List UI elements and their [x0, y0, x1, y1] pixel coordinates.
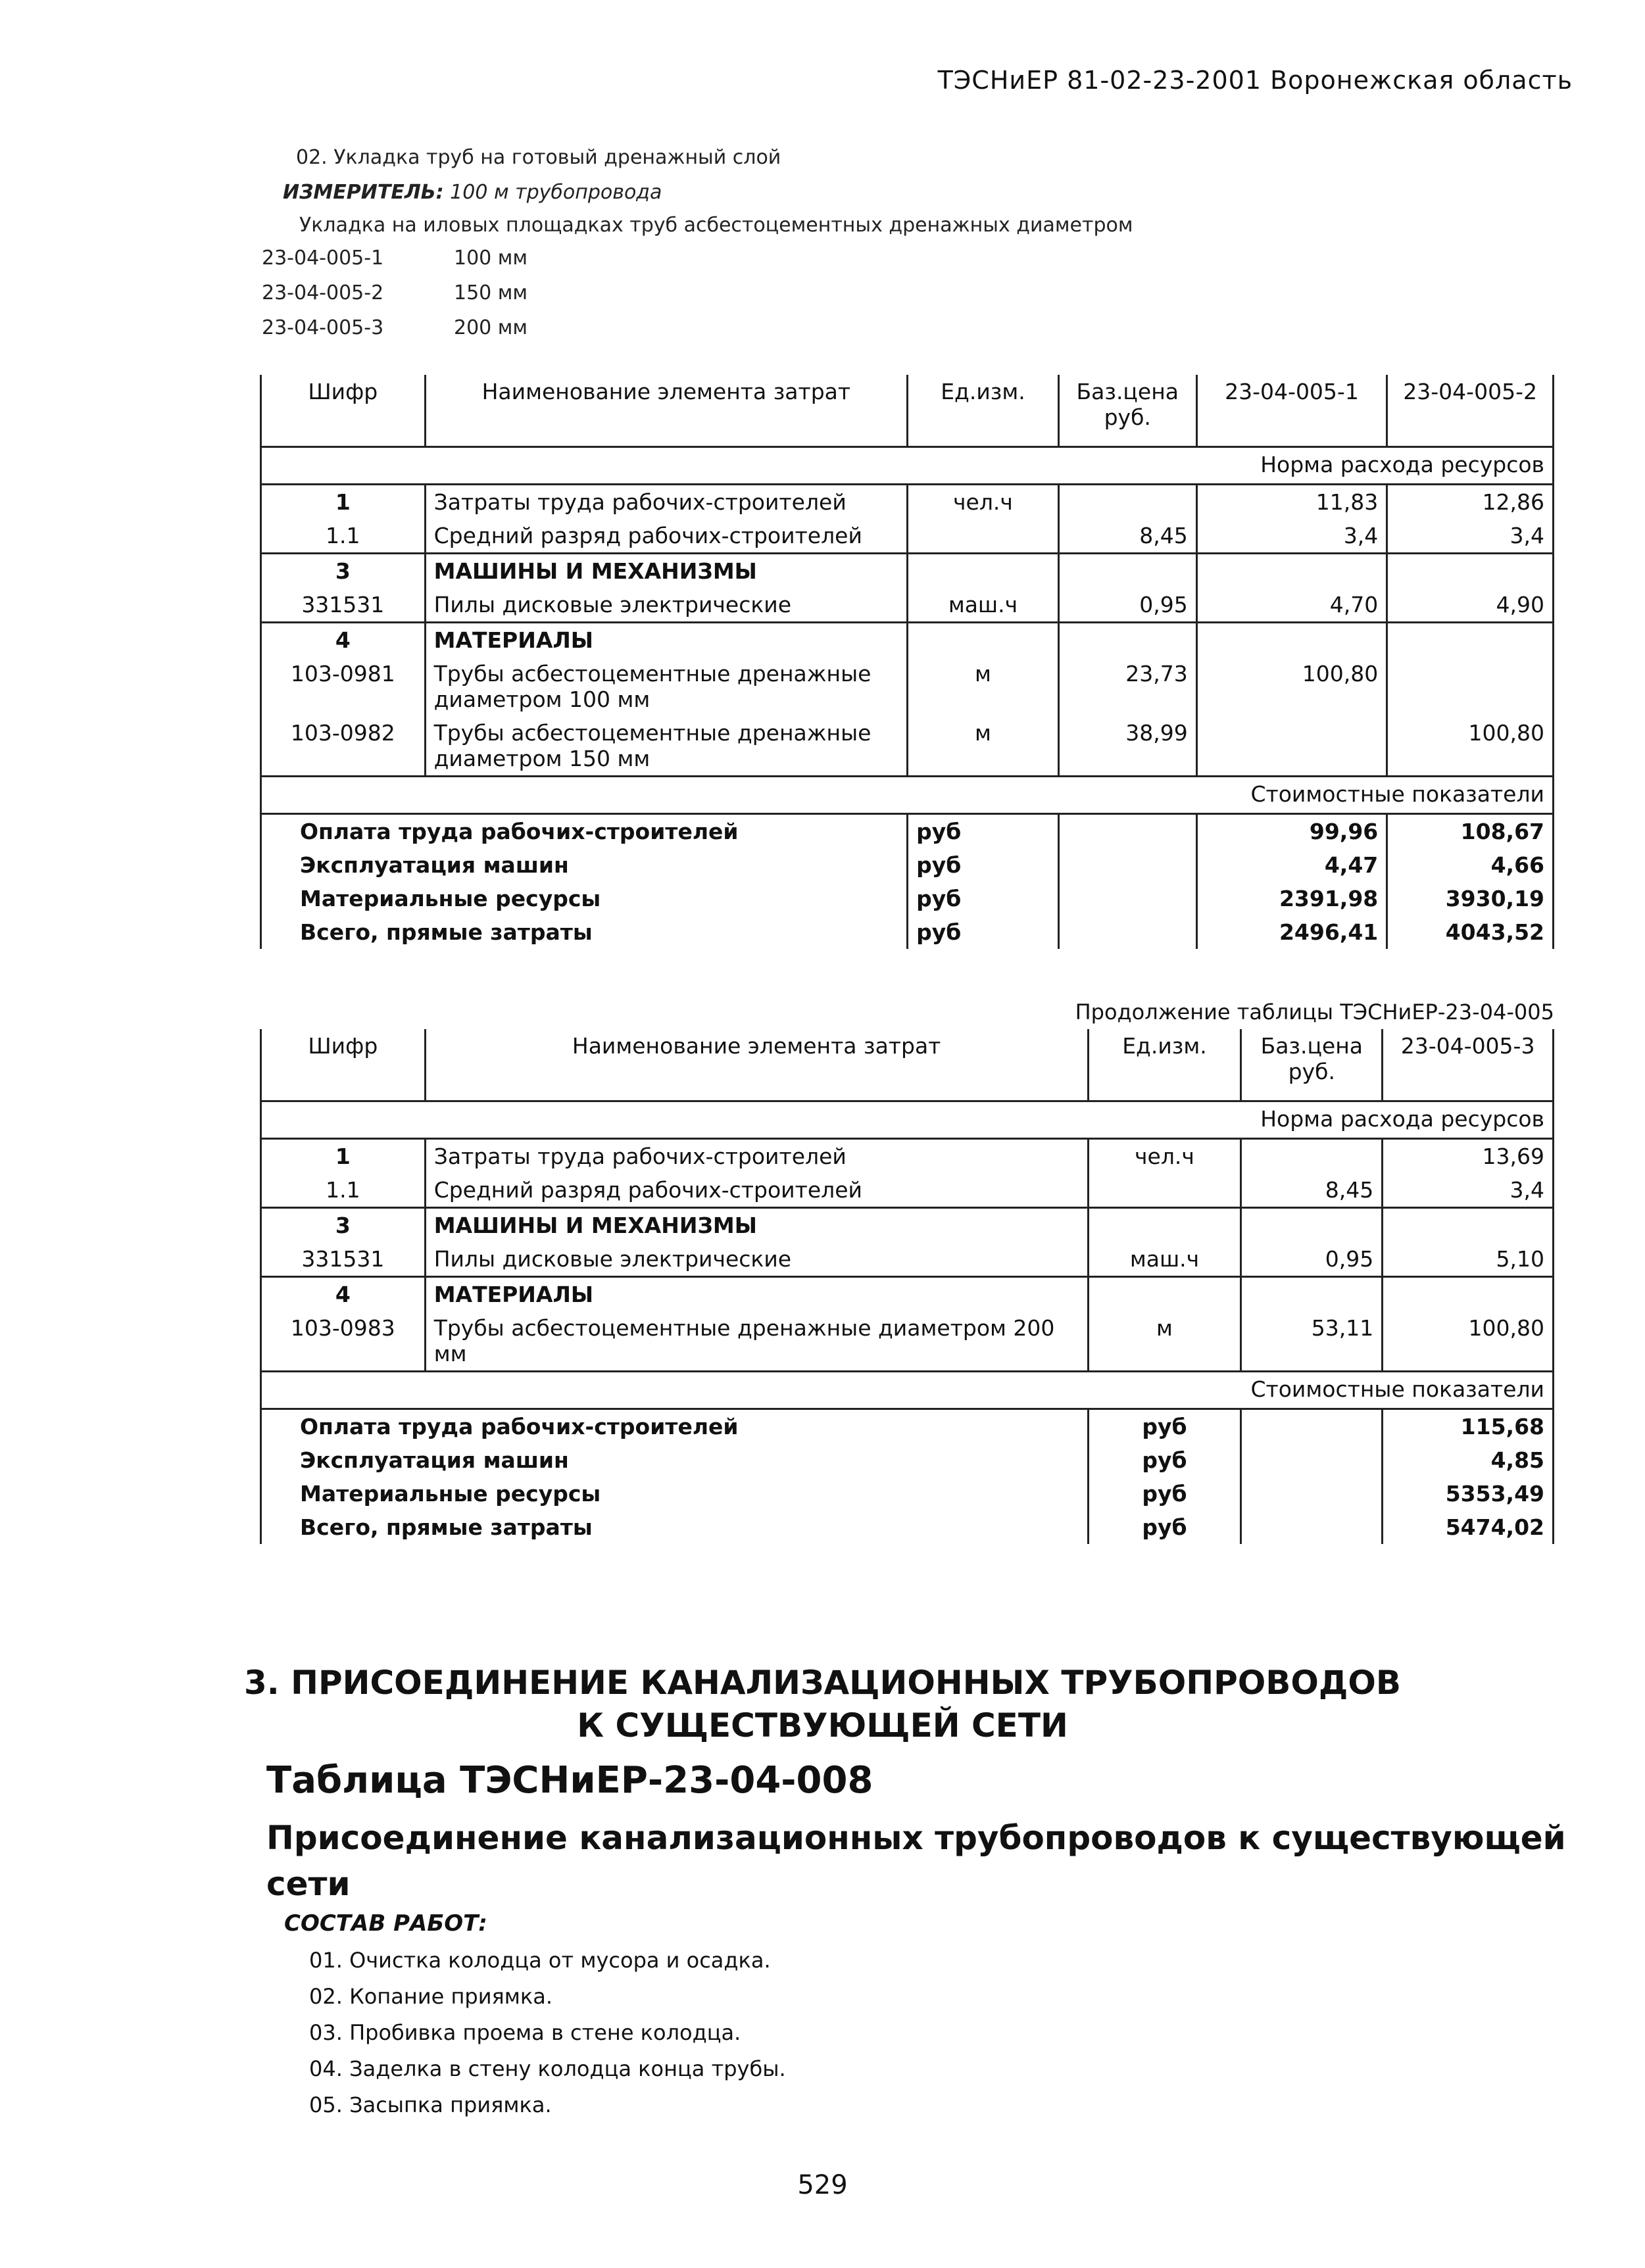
- cost-row: [261, 1443, 1554, 1477]
- code-1: 23-04-005-1: [262, 247, 384, 270]
- cell-name: МАШИНЫ И МЕХАНИЗМЫ: [425, 554, 908, 589]
- intro-line-3: Укладка на иловых площадках труб асбестоцементных дренажных диаметром: [299, 214, 1133, 237]
- norm-row: [261, 1101, 1554, 1139]
- cost-name: Эксплуатация машин: [261, 1443, 1089, 1477]
- cell-unit: [908, 554, 1059, 589]
- cell-name: Затраты труда рабочих-строителей: [425, 485, 908, 519]
- measure-line: [283, 181, 662, 204]
- norm-label: Норма расхода ресурсов: [261, 1101, 1554, 1139]
- cost-value: 99,96: [1196, 814, 1387, 849]
- cost-label: Стоимостные показатели: [261, 1372, 1554, 1409]
- cell-price: [1241, 1139, 1383, 1174]
- cell-unit: м: [1088, 1311, 1241, 1372]
- table-row: [261, 519, 1554, 554]
- cell-unit: м: [908, 657, 1059, 716]
- resource-table-2: [260, 1029, 1554, 1544]
- work-item: 01. Очистка колодца от мусора и осадка.: [309, 1948, 771, 1973]
- work-item: 05. Засыпка приямка.: [309, 2092, 552, 2117]
- cost-empty: [1241, 1443, 1383, 1477]
- section-row: [261, 1208, 1554, 1243]
- cell-value: [1383, 1208, 1554, 1243]
- cost-value: 2391,98: [1196, 882, 1387, 915]
- cell-code: 1.1: [261, 1173, 426, 1208]
- cost-label-row: [261, 777, 1554, 814]
- cell-value: [1387, 657, 1554, 716]
- cost-value: 4043,52: [1387, 915, 1554, 949]
- cell-price: 0,95: [1241, 1242, 1383, 1277]
- code-1-value: 100 мм: [454, 247, 528, 270]
- cost-label-row: [261, 1372, 1554, 1409]
- table-name: Таблица ТЭСНиЕР-23-04-008: [266, 1759, 873, 1802]
- cell-value: 11,83: [1196, 485, 1387, 519]
- page-number: 529: [797, 2170, 848, 2200]
- cost-value: 4,85: [1383, 1443, 1554, 1477]
- cell-price: [1058, 485, 1196, 519]
- section-row: [261, 554, 1554, 589]
- cost-value: 4,47: [1196, 848, 1387, 882]
- table-subtitle: Присоединение канализационных трубопроводов к существующей сети: [266, 1819, 1566, 1903]
- cost-row: [261, 814, 1554, 849]
- table-row: [261, 588, 1554, 623]
- cell-unit: чел.ч: [1088, 1139, 1241, 1174]
- cost-unit: руб: [908, 848, 1059, 882]
- cost-label: Стоимостные показатели: [261, 777, 1554, 814]
- cell-price: 0,95: [1058, 588, 1196, 623]
- col-header: Шифр: [261, 1029, 426, 1101]
- cost-value: 5353,49: [1383, 1477, 1554, 1510]
- continuation-label: Продолжение таблицы ТЭСНиЕР-23-04-005: [1075, 1000, 1554, 1025]
- cell-value: 100,80: [1383, 1311, 1554, 1372]
- cell-name: Средний разряд рабочих-строителей: [425, 519, 908, 554]
- cell-price: [1058, 623, 1196, 658]
- resource-table-1: [260, 375, 1554, 949]
- cell-value: 3,4: [1383, 1173, 1554, 1208]
- cost-name: Материальные ресурсы: [261, 1477, 1089, 1510]
- col-header: Наименование элемента затрат: [425, 375, 908, 447]
- cost-row: [261, 882, 1554, 915]
- cost-unit: руб: [908, 915, 1059, 949]
- cost-row: [261, 848, 1554, 882]
- col-header: Ед.изм.: [908, 375, 1059, 447]
- cost-empty: [1058, 814, 1196, 849]
- cost-unit: руб: [1088, 1477, 1241, 1510]
- cell-value: [1196, 623, 1387, 658]
- cell-value: 4,70: [1196, 588, 1387, 623]
- cell-code: 4: [261, 623, 426, 658]
- cell-unit: чел.ч: [908, 485, 1059, 519]
- cost-row: [261, 915, 1554, 949]
- cell-price: [1058, 554, 1196, 589]
- cell-code: 1: [261, 485, 426, 519]
- code-3-value: 200 мм: [454, 316, 528, 339]
- col-header: 23-04-005-2: [1387, 375, 1554, 447]
- cell-name: МАТЕРИАЛЫ: [425, 1277, 1088, 1312]
- cell-name: МАТЕРИАЛЫ: [425, 623, 908, 658]
- cell-code: 1: [261, 1139, 426, 1174]
- cost-name: Всего, прямые затраты: [261, 1510, 1089, 1544]
- cell-price: [1241, 1208, 1383, 1243]
- cost-value: 108,67: [1387, 814, 1554, 849]
- cost-unit: руб: [908, 814, 1059, 849]
- table-row: [261, 716, 1554, 777]
- cell-code: 4: [261, 1277, 426, 1312]
- cell-code: 103-0981: [261, 657, 426, 716]
- cell-value: 3,4: [1387, 519, 1554, 554]
- cell-code: 103-0982: [261, 716, 426, 777]
- cell-code: 3: [261, 554, 426, 589]
- cost-name: Всего, прямые затраты: [261, 915, 908, 949]
- cell-unit: [1088, 1208, 1241, 1243]
- code-2-value: 150 мм: [454, 281, 528, 304]
- cost-empty: [1058, 882, 1196, 915]
- cell-code: 331531: [261, 1242, 426, 1277]
- cost-row: [261, 1510, 1554, 1544]
- table-row: [261, 1311, 1554, 1372]
- code-3: 23-04-005-3: [262, 316, 384, 339]
- intro-line-1: 02. Укладка труб на готовый дренажный слой: [296, 146, 781, 169]
- cost-unit: руб: [1088, 1409, 1241, 1444]
- section-title-line-2: К СУЩЕСТВУЮЩЕЙ СЕТИ: [577, 1706, 1068, 1745]
- col-header: Баз.цена руб.: [1058, 375, 1196, 447]
- work-item: 03. Пробивка проема в стене колодца.: [309, 2020, 741, 2045]
- cost-name: Эксплуатация машин: [261, 848, 908, 882]
- cell-value: 100,80: [1196, 657, 1387, 716]
- cell-price: 8,45: [1241, 1173, 1383, 1208]
- col-header: 23-04-005-3: [1383, 1029, 1554, 1101]
- cell-unit: маш.ч: [1088, 1242, 1241, 1277]
- cost-value: 115,68: [1383, 1409, 1554, 1444]
- cost-row: [261, 1477, 1554, 1510]
- cell-unit: [1088, 1173, 1241, 1208]
- cell-name: Средний разряд рабочих-строителей: [425, 1173, 1088, 1208]
- table-header-row: [261, 375, 1554, 447]
- section-title-line-1: 3. ПРИСОЕДИНЕНИЕ КАНАЛИЗАЦИОННЫХ ТРУБОПРОВОДОВ: [243, 1664, 1402, 1702]
- cell-code: 3: [261, 1208, 426, 1243]
- table-row: [261, 485, 1554, 519]
- page-header: ТЭСНиЕР 81-02-23-2001 Воронежская область: [937, 66, 1573, 95]
- cell-value: [1387, 554, 1554, 589]
- norm-row: [261, 447, 1554, 485]
- cell-name: Трубы асбестоцементные дренажные диаметром 200 мм: [425, 1311, 1088, 1372]
- cell-value: [1387, 623, 1554, 658]
- cell-value: 3,4: [1196, 519, 1387, 554]
- measure-value: 100 м трубопровода: [450, 181, 662, 204]
- cell-price: 8,45: [1058, 519, 1196, 554]
- cell-code: 1.1: [261, 519, 426, 554]
- cell-value: 4,90: [1387, 588, 1554, 623]
- work-item: 02. Копание приямка.: [309, 1984, 552, 2009]
- cost-name: Оплата труда рабочих-строителей: [261, 1409, 1089, 1444]
- cost-value: 2496,41: [1196, 915, 1387, 949]
- cell-code: 331531: [261, 588, 426, 623]
- code-2: 23-04-005-2: [262, 281, 384, 304]
- cell-unit: [1088, 1277, 1241, 1312]
- cost-unit: руб: [908, 882, 1059, 915]
- cost-empty: [1241, 1477, 1383, 1510]
- cell-price: 53,11: [1241, 1311, 1383, 1372]
- section-row: [261, 623, 1554, 658]
- cell-value: 13,69: [1383, 1139, 1554, 1174]
- cell-price: 23,73: [1058, 657, 1196, 716]
- cell-unit: [908, 519, 1059, 554]
- norm-label: Норма расхода ресурсов: [261, 447, 1554, 485]
- cell-value: 5,10: [1383, 1242, 1554, 1277]
- work-item: 04. Заделка в стену колодца конца трубы.: [309, 2056, 786, 2081]
- cell-name: Пилы дисковые электрические: [425, 1242, 1088, 1277]
- col-header: Баз.цена руб.: [1241, 1029, 1383, 1101]
- cost-value: 4,66: [1387, 848, 1554, 882]
- table-row: [261, 657, 1554, 716]
- table-row: [261, 1242, 1554, 1277]
- cell-name: Трубы асбестоцементные дренажные диаметром 150 мм: [425, 716, 908, 777]
- table-row: [261, 1173, 1554, 1208]
- cell-value: 12,86: [1387, 485, 1554, 519]
- cell-price: 38,99: [1058, 716, 1196, 777]
- measure-label: ИЗМЕРИТЕЛЬ:: [283, 181, 444, 204]
- table-header-row: [261, 1029, 1554, 1101]
- cost-row: [261, 1409, 1554, 1444]
- cost-empty: [1241, 1409, 1383, 1444]
- cost-value: 3930,19: [1387, 882, 1554, 915]
- cell-unit: [908, 623, 1059, 658]
- col-header: Ед.изм.: [1088, 1029, 1241, 1101]
- section-row: [261, 1277, 1554, 1312]
- cell-unit: маш.ч: [908, 588, 1059, 623]
- cost-name: Оплата труда рабочих-строителей: [261, 814, 908, 849]
- cost-value: 5474,02: [1383, 1510, 1554, 1544]
- cell-name: МАШИНЫ И МЕХАНИЗМЫ: [425, 1208, 1088, 1243]
- cell-code: 103-0983: [261, 1311, 426, 1372]
- cost-empty: [1058, 915, 1196, 949]
- col-header: 23-04-005-1: [1196, 375, 1387, 447]
- cell-name: Затраты труда рабочих-строителей: [425, 1139, 1088, 1174]
- cost-empty: [1241, 1510, 1383, 1544]
- cell-unit: м: [908, 716, 1059, 777]
- cell-value: [1383, 1277, 1554, 1312]
- table-row: [261, 1139, 1554, 1174]
- col-header: Шифр: [261, 375, 426, 447]
- cell-name: Трубы асбестоцементные дренажные диаметром 100 мм: [425, 657, 908, 716]
- cell-name: Пилы дисковые электрические: [425, 588, 908, 623]
- cost-empty: [1058, 848, 1196, 882]
- col-header: Наименование элемента затрат: [425, 1029, 1088, 1101]
- cost-name: Материальные ресурсы: [261, 882, 908, 915]
- cell-value: 100,80: [1387, 716, 1554, 777]
- cell-value: [1196, 554, 1387, 589]
- cost-unit: руб: [1088, 1443, 1241, 1477]
- work-composition-label: СОСТАВ РАБОТ:: [284, 1910, 487, 1937]
- cost-unit: руб: [1088, 1510, 1241, 1544]
- cell-price: [1241, 1277, 1383, 1312]
- cell-value: [1196, 716, 1387, 777]
